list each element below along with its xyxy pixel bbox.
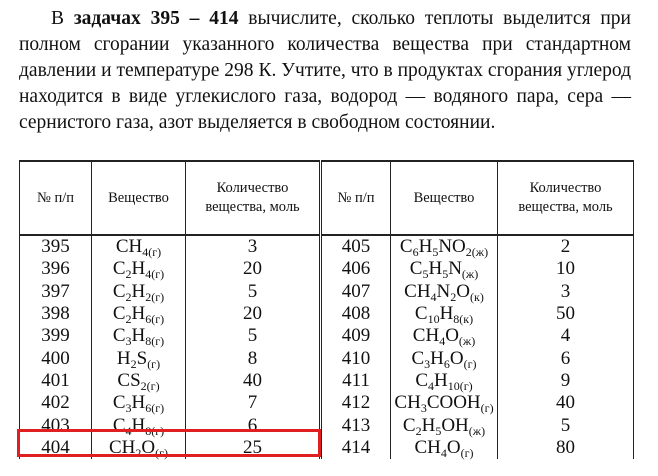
row-substance-left: $C_3H_{6(г)}$ (92, 392, 186, 414)
row-num-right: 413 (321, 414, 391, 436)
row-amount-left: 20 (186, 303, 321, 325)
row-num-left: 396 (20, 258, 92, 280)
row-num-right: 410 (321, 347, 391, 369)
row-amount-right: 50 (498, 303, 634, 325)
row-substance-right: $CH_4N_2O_{(к)}$ (391, 281, 498, 303)
row-num-right: 409 (321, 325, 391, 347)
intro-text-start: В (51, 8, 74, 29)
row-num-right: 405 (321, 235, 391, 258)
row-num-left: 404 (20, 437, 92, 459)
row-num-right: 407 (321, 281, 391, 303)
row-substance-left: $CS_{2(г)}$ (92, 370, 186, 392)
table-row (20, 414, 634, 436)
table-row (20, 347, 634, 369)
row-num-right: 411 (321, 370, 391, 392)
intro-text-rest: вычислите, сколько теплоты выделится при полном сгорании указанного количества вещества при стандартном давлении и температуре 298 К. Учтите, что в продуктах сгорания углерод находится в виде углекислого газа, водород — водяного пара, сера — сернистого газа, азот выделяется в свободном состоянии. (19, 8, 631, 133)
row-substance-right: $CH_4O_{(г)}$ (391, 437, 498, 459)
row-num-left: 395 (20, 235, 92, 258)
row-substance-left: $C_2H_{4(г)}$ (92, 258, 186, 280)
table-row (20, 235, 634, 258)
row-num-left: 403 (20, 414, 92, 436)
row-amount-left: 6 (186, 414, 321, 436)
row-substance-left: $C_4H_{8(г)}$ (92, 414, 186, 436)
row-amount-left: 5 (186, 281, 321, 303)
row-substance-left: $C_2H_{2(г)}$ (92, 281, 186, 303)
table-row (20, 325, 634, 347)
row-substance-left: $C_2H_{6(г)}$ (92, 303, 186, 325)
row-amount-left: 20 (186, 258, 321, 280)
substances-table (19, 160, 634, 459)
row-amount-right: 10 (498, 258, 634, 280)
row-amount-right: 2 (498, 235, 634, 258)
row-substance-left: $CH_{4(г)}$ (92, 235, 186, 258)
table-header-row (20, 161, 634, 235)
row-amount-right: 3 (498, 281, 634, 303)
row-num-left: 399 (20, 325, 92, 347)
table-row (20, 437, 634, 459)
row-substance-right: $C_3H_6O_{(г)}$ (391, 347, 498, 369)
row-substance-left: $CH_2O_{(г)}$ (92, 437, 186, 459)
header-amount-right: Количество вещества, моль (498, 161, 634, 235)
intro-bold-tasks: задачах 395 – 414 (73, 8, 239, 29)
table-row (20, 392, 634, 414)
table-row (20, 303, 634, 325)
header-substance-left: Вещество (92, 161, 186, 235)
row-amount-left: 3 (186, 235, 321, 258)
table-row (20, 281, 634, 303)
row-num-right: 414 (321, 437, 391, 459)
row-substance-right: $C_2H_5OH_{(ж)}$ (391, 414, 498, 436)
row-substance-right: $CH_3COOH_{(г)}$ (391, 392, 498, 414)
row-num-right: 406 (321, 258, 391, 280)
row-substance-left: $H_2S_{(г)}$ (92, 347, 186, 369)
row-amount-left: 5 (186, 325, 321, 347)
row-substance-right: $CH_4O_{(ж)}$ (391, 325, 498, 347)
row-num-left: 401 (20, 370, 92, 392)
row-num-right: 412 (321, 392, 391, 414)
row-substance-left: $C_3H_{8(г)}$ (92, 325, 186, 347)
row-substance-right: $C_{10}H_{8(к)}$ (391, 303, 498, 325)
row-substance-right: $C_4H_{10(г)}$ (391, 370, 498, 392)
row-num-right: 408 (321, 303, 391, 325)
row-amount-left: 7 (186, 392, 321, 414)
row-substance-right: $C_6H_5NO_{2(ж)}$ (391, 235, 498, 258)
row-num-left: 397 (20, 281, 92, 303)
header-num-left: № п/п (20, 161, 92, 235)
row-num-left: 400 (20, 347, 92, 369)
row-num-left: 402 (20, 392, 92, 414)
row-substance-right: $C_5H_5N_{(ж)}$ (391, 258, 498, 280)
row-amount-left: 25 (186, 437, 321, 459)
row-amount-right: 9 (498, 370, 634, 392)
table-row (20, 370, 634, 392)
row-amount-right: 80 (498, 437, 634, 459)
header-substance-right: Вещество (391, 161, 498, 235)
row-amount-left: 40 (186, 370, 321, 392)
row-amount-right: 6 (498, 347, 634, 369)
header-amount-left: Количество вещества, моль (186, 161, 321, 235)
row-amount-right: 5 (498, 414, 634, 436)
table-row (20, 258, 634, 280)
row-amount-right: 40 (498, 392, 634, 414)
row-amount-right: 4 (498, 325, 634, 347)
row-num-left: 398 (20, 303, 92, 325)
problem-statement (19, 6, 631, 136)
row-amount-left: 8 (186, 347, 321, 369)
header-num-right: № п/п (321, 161, 391, 235)
